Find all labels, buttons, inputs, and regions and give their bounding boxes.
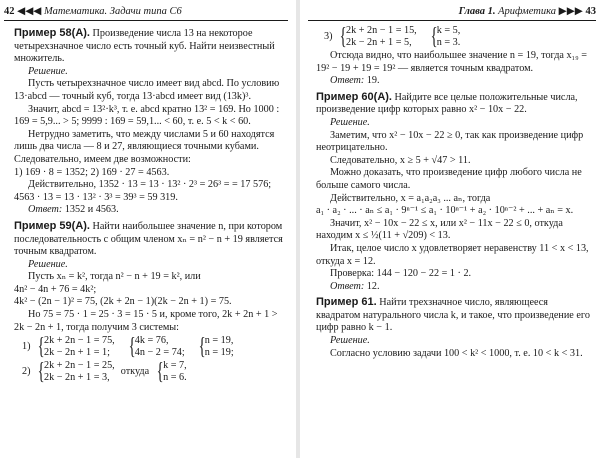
system-result <box>163 360 187 384</box>
answer-line <box>316 75 594 88</box>
brace: { <box>430 24 438 50</box>
system-number: 1) <box>22 340 31 352</box>
answer-label: Ответ: <box>28 204 63 216</box>
paragraph: Действительно, 1352 · 13 = 13 · 13² · 2³ = 26³ = = 17 576; 4563 · 13 = 13 · 13² · 3³ = 39³ = 59 319. <box>14 179 272 203</box>
right-content <box>316 24 594 360</box>
brace: { <box>198 334 206 361</box>
example-text: Найти наибольшее значение n, при котором последовательность с общим членом xₙ = n² − n + 19 является точным квадратом. <box>14 220 283 258</box>
right-page <box>306 0 596 458</box>
equation: n = 6. <box>163 372 187 384</box>
equation: 4n − 2 = 74; <box>134 347 185 359</box>
example-title: Пример 58(А). <box>14 27 90 39</box>
solution-label: Решение. <box>330 116 370 128</box>
equation: k = 7, <box>163 360 187 372</box>
formula-line: 4k² − (2n − 1)² = 75, (2k + 2n − 1)(2k − 2n + 1) = 75. <box>14 296 232 308</box>
example-statement <box>14 27 286 66</box>
book-gutter <box>296 0 300 458</box>
paragraph: Действительно, x = a₁a₂a₃ ... aₙ, тогда <box>330 192 491 204</box>
equation: 2k − 2n + 1 = 5, <box>346 37 412 48</box>
paragraph: Пусть xₙ = k², тогда n² − n + 19 = k², или <box>28 271 201 283</box>
equation: 2k − 2n + 1 = 1; <box>44 347 110 359</box>
brace: { <box>339 24 347 50</box>
solution-label: Решение. <box>28 65 68 77</box>
paragraph: Итак, целое число x удовлетворяет неравенству 11 < x < 13, откуда x = 12. <box>316 242 589 267</box>
right-page-number: 43 <box>585 6 596 17</box>
system-equations <box>44 335 115 359</box>
paragraph: Значит, abcd = 13²·k³, т. е. abcd кратно 13² = 169. Но 1000 : 169 = 5,9... > 5; 9999 : 169 = 59,1... < 60, т. е. 5 < k < 60. <box>14 103 280 128</box>
left-running-head <box>4 4 288 20</box>
left-content <box>14 24 286 385</box>
brace: { <box>37 334 45 361</box>
equation: k = 5, <box>436 25 461 36</box>
example-title: Пример 60(А). <box>316 90 392 103</box>
left-page <box>0 0 290 458</box>
system-equations <box>44 360 115 384</box>
system-result <box>205 335 234 359</box>
left-header-rule <box>4 20 288 21</box>
equation: 2k − 2n + 1 = 3, <box>44 372 110 384</box>
equation: n = 19, <box>204 335 234 347</box>
left-running-title: Математика. Задачи типа С6 <box>43 6 182 17</box>
equation: 2k + 2n − 1 = 15, <box>346 25 417 36</box>
left-marker: ◀◀◀ <box>17 6 42 17</box>
example-title: Пример 59(А). <box>14 219 90 232</box>
right-running-head <box>308 4 596 20</box>
paragraph: Заметим, что x² − 10x − 22 ≥ 0, так как произведение цифр неотрицательно. <box>316 129 584 154</box>
answer-value: 1352 и 4563. <box>62 204 119 216</box>
answer-label: Ответ: <box>330 280 365 292</box>
connector-word: откуда <box>120 365 150 377</box>
answer-line <box>14 204 286 217</box>
equation-system <box>22 360 286 384</box>
example-text: Произведение числа 13 на некоторое четырехзначное число есть точный куб. Найти неизвестный множитель. <box>14 28 275 65</box>
example-text: Найдите все целые положительные числа, произведение цифр которых равно x² − 10x − 22. <box>316 91 578 116</box>
paragraph: Отсюда видно, что наибольшее значение n = 19, тогда x₁₉ = 19² − 19 + 19 = 19² — является точным квадратом. <box>316 50 587 74</box>
example-text: Найти трехзначное число, являющееся квадратом натурального числа k, и такое, что произведение его цифр равно k − 1. <box>316 297 590 334</box>
paragraph: Следовательно, x ≥ 5 + √47 > 11. <box>330 154 471 166</box>
example-statement <box>316 296 594 335</box>
equation-system <box>324 25 594 49</box>
brace: { <box>156 359 164 386</box>
example-statement <box>14 220 286 259</box>
example-statement <box>316 91 594 117</box>
paragraph: Но 75 = 75 · 1 = 25 · 3 = 15 · 5 и, кроме того, 2k + 2n + 1 > 2k − 2n + 1, тогда получим 3 системы: <box>14 309 278 333</box>
example-title: Пример 61. <box>316 296 377 309</box>
equation: 2k + 2n − 1 = 75, <box>44 335 115 347</box>
paragraph: Можно доказать, что произведение цифр любого числа не больше самого числа. <box>316 167 582 191</box>
system-number: 3) <box>324 30 333 42</box>
left-page-number: 42 <box>4 6 15 17</box>
brace: { <box>37 359 45 386</box>
equation: n = 3. <box>436 37 461 48</box>
answer-value: 12. <box>364 280 380 292</box>
equation: n = 19; <box>204 347 234 359</box>
system-result <box>437 25 461 49</box>
equation: 2k + 2n − 1 = 25, <box>44 360 115 372</box>
right-chapter-label: Глава 1. <box>458 6 496 17</box>
paragraph: Пусть четырехзначное число имеет вид abcd. По условию 13·abcd — точный куб, тогда 13·abcd имеет вид (13k)³. <box>14 78 280 102</box>
solution-label: Решение. <box>330 335 370 347</box>
system-equations <box>346 25 417 49</box>
answer-label: Ответ: <box>330 75 365 87</box>
answer-line <box>316 281 594 294</box>
brace: { <box>128 334 136 361</box>
paragraph: Нетрудно заметить, что между числами 5 и 60 находятся лишь два числа — 8 и 27, являющиеся точными кубами. Следовательно, имеем две возможности: <box>14 128 275 165</box>
right-marker: ▶▶▶ <box>558 6 583 17</box>
system-intermediate <box>135 335 185 359</box>
paragraph: Проверка: 144 − 120 − 22 = 1 · 2. <box>330 268 472 280</box>
equation-system <box>22 335 286 359</box>
equation: 4k = 76, <box>134 335 169 347</box>
paragraph: Согласно условию задачи 100 < k² < 1000, т. е. 10 < k < 31. <box>330 347 583 359</box>
system-number: 2) <box>22 365 31 377</box>
formula-line: 1) 169 · 8 = 1352; 2) 169 · 27 = 4563. <box>14 166 170 178</box>
right-header-rule <box>308 20 596 21</box>
right-running-title: Арифметика <box>495 6 557 17</box>
solution-label: Решение. <box>28 258 68 270</box>
formula-line: a₁ · a₂ · ... · aₙ ≤ a₁ · 9ⁿ⁻¹ ≤ a₁ · 10ⁿ⁻¹ + a₂ · 10ⁿ⁻² + ... + aₙ = x. <box>316 205 574 217</box>
formula-line: 4n² − 4n + 76 = 4k²; <box>14 283 97 295</box>
paragraph: Значит, x² − 10x − 22 ≤ x, или x² − 11x − 22 ≤ 0, откуда находим x ≤ ½(11 + √209) < 13. <box>316 217 563 242</box>
answer-value: 19. <box>364 75 380 87</box>
